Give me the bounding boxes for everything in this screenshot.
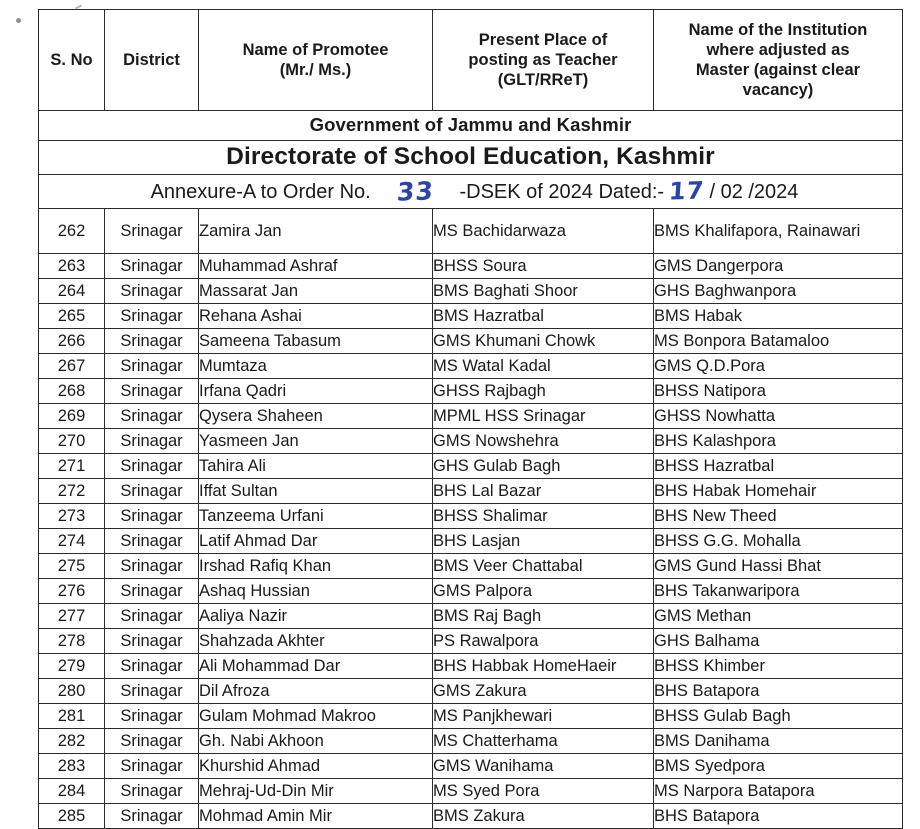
cell-adjusted-institution: BHS Habak Homehair [654, 479, 903, 504]
cell-promotee-name: Irfana Qadri [199, 379, 433, 404]
cell-adjusted-institution: BHS Batapora [654, 679, 903, 704]
cell-promotee-name: Irshad Rafiq Khan [199, 554, 433, 579]
cell-adjusted-institution: MS Narpora Batapora [654, 779, 903, 804]
cell-present-place: BHS Lasjan [433, 529, 654, 554]
annexure-suffix: / 02 /2024 [709, 180, 799, 203]
cell-district: Srinagar [105, 654, 199, 679]
cell-serial-number: 264 [39, 279, 105, 304]
table-row [39, 554, 903, 579]
cell-district: Srinagar [105, 604, 199, 629]
department-title: Directorate of School Education, Kashmir [39, 141, 903, 175]
cell-adjusted-institution: GMS Dangerpora [654, 254, 903, 279]
cell-serial-number: 262 [39, 209, 105, 254]
cell-serial-number: 274 [39, 529, 105, 554]
cell-present-place: BHSS Soura [433, 254, 654, 279]
column-header-place-line-2: posting as Teacher [468, 50, 618, 69]
cell-present-place: BHS Lal Bazar [433, 479, 654, 504]
cell-serial-number: 276 [39, 579, 105, 604]
cell-adjusted-institution: BHSS Hazratbal [654, 454, 903, 479]
table-row [39, 729, 903, 754]
column-header-place-line-3: (GLT/RReT) [497, 71, 589, 90]
table-row [39, 429, 903, 454]
table-row [39, 404, 903, 429]
header-row [39, 10, 903, 111]
cell-present-place: BHSS Shalimar [433, 504, 654, 529]
cell-district: Srinagar [105, 479, 199, 504]
cell-district: Srinagar [105, 629, 199, 654]
cell-present-place: PS Rawalpora [433, 629, 654, 654]
cell-district: Srinagar [105, 729, 199, 754]
scan-artifact-speck [16, 18, 21, 23]
cell-serial-number: 280 [39, 679, 105, 704]
cell-adjusted-institution: BHS Takanwaripora [654, 579, 903, 604]
cell-district: Srinagar [105, 554, 199, 579]
cell-serial-number: 284 [39, 779, 105, 804]
annexure-prefix: Annexure-A to Order No. [150, 180, 371, 203]
table-row [39, 304, 903, 329]
cell-adjusted-institution: BHSS G.G. Mohalla [654, 529, 903, 554]
cell-promotee-name: Latif Ahmad Dar [199, 529, 433, 554]
cell-adjusted-institution: GMS Methan [654, 604, 903, 629]
column-header-district [105, 10, 199, 111]
cell-district: Srinagar [105, 379, 199, 404]
cell-present-place: MS Syed Pora [433, 779, 654, 804]
column-header-place-line-1: Present Place of [478, 30, 608, 49]
cell-adjusted-institution: MS Bonpora Batamaloo [654, 329, 903, 354]
cell-adjusted-institution: GMS Q.D.Pora [654, 354, 903, 379]
cell-promotee-name: Dil Afroza [199, 679, 433, 704]
cell-promotee-name: Tanzeema Urfani [199, 504, 433, 529]
cell-adjusted-institution: GHS Baghwanpora [654, 279, 903, 304]
cell-promotee-name: Mumtaza [199, 354, 433, 379]
title-block [39, 111, 903, 209]
cell-district: Srinagar [105, 754, 199, 779]
cell-district: Srinagar [105, 454, 199, 479]
cell-serial-number: 265 [39, 304, 105, 329]
cell-promotee-name: Yasmeen Jan [199, 429, 433, 454]
cell-present-place: BMS Veer Chattabal [433, 554, 654, 579]
cell-promotee-name: Gh. Nabi Akhoon [199, 729, 433, 754]
cell-district: Srinagar [105, 404, 199, 429]
table-row [39, 679, 903, 704]
column-header-sno [39, 10, 105, 111]
cell-promotee-name: Gulam Mohmad Makroo [199, 704, 433, 729]
cell-serial-number: 279 [39, 654, 105, 679]
cell-serial-number: 282 [39, 729, 105, 754]
cell-present-place: GMS Nowshehra [433, 429, 654, 454]
table-body [39, 209, 903, 829]
cell-adjusted-institution: GMS Gund Hassi Bhat [654, 554, 903, 579]
cell-present-place: MS Panjkhewari [433, 704, 654, 729]
cell-promotee-name: Aaliya Nazir [199, 604, 433, 629]
cell-adjusted-institution: BHS New Theed [654, 504, 903, 529]
cell-district: Srinagar [105, 779, 199, 804]
column-header-place [433, 10, 654, 111]
cell-present-place: MPML HSS Srinagar [433, 404, 654, 429]
cell-district: Srinagar [105, 429, 199, 454]
cell-promotee-name: Shahzada Akhter [199, 629, 433, 654]
cell-serial-number: 285 [39, 804, 105, 829]
cell-adjusted-institution: BHSS Khimber [654, 654, 903, 679]
cell-adjusted-institution: BMS Khalifapora, Rainawari [654, 209, 903, 254]
cell-promotee-name: Muhammad Ashraf [199, 254, 433, 279]
cell-adjusted-institution: BHSS Natipora [654, 379, 903, 404]
cell-serial-number: 283 [39, 754, 105, 779]
cell-promotee-name: Sameena Tabasum [199, 329, 433, 354]
cell-district: Srinagar [105, 304, 199, 329]
cell-serial-number: 273 [39, 504, 105, 529]
cell-promotee-name: Rehana Ashai [199, 304, 433, 329]
annexure-middle: -DSEK of 2024 Dated:- [459, 180, 665, 203]
title-row-department [39, 141, 903, 175]
cell-district: Srinagar [105, 354, 199, 379]
cell-present-place: BMS Baghati Shoor [433, 279, 654, 304]
cell-promotee-name: Tahira Ali [199, 454, 433, 479]
cell-adjusted-institution: BMS Habak [654, 304, 903, 329]
cell-promotee-name: Qysera Shaheen [199, 404, 433, 429]
order-number-handwritten: 33 [395, 176, 435, 207]
cell-promotee-name: Mohmad Amin Mir [199, 804, 433, 829]
column-header-sno-line-1: S. No [50, 50, 93, 69]
cell-serial-number: 267 [39, 354, 105, 379]
column-header-institution-line-4: vacancy) [742, 81, 814, 100]
cell-district: Srinagar [105, 679, 199, 704]
table-row [39, 654, 903, 679]
cell-present-place: GHS Gulab Bagh [433, 454, 654, 479]
table-row [39, 354, 903, 379]
table-row [39, 754, 903, 779]
cell-promotee-name: Iffat Sultan [199, 479, 433, 504]
cell-promotee-name: Mehraj-Ud-Din Mir [199, 779, 433, 804]
cell-district: Srinagar [105, 504, 199, 529]
table-row [39, 254, 903, 279]
document-sheet [38, 9, 902, 829]
table-row [39, 329, 903, 354]
cell-serial-number: 277 [39, 604, 105, 629]
cell-serial-number: 272 [39, 479, 105, 504]
cell-serial-number: 269 [39, 404, 105, 429]
cell-present-place: GMS Khumani Chowk [433, 329, 654, 354]
column-header-name-line-1: Name of Promotee [242, 40, 389, 59]
table-row [39, 629, 903, 654]
government-line: Government of Jammu and Kashmir [39, 111, 903, 141]
cell-district: Srinagar [105, 329, 199, 354]
cell-adjusted-institution: GHSS Nowhatta [654, 404, 903, 429]
cell-present-place: BHS Habbak HomeHaeir [433, 654, 654, 679]
column-header-institution-line-3: Master (against clear [695, 61, 861, 79]
table-row [39, 279, 903, 304]
title-row-government [39, 111, 903, 141]
cell-district: Srinagar [105, 209, 199, 254]
cell-district: Srinagar [105, 579, 199, 604]
cell-present-place: GMS Palpora [433, 579, 654, 604]
cell-present-place: MS Bachidarwaza [433, 209, 654, 254]
column-header-institution-line-1: Name of the Institution [688, 20, 868, 39]
cell-promotee-name: Massarat Jan [199, 279, 433, 304]
cell-adjusted-institution: BHS Batapora [654, 804, 903, 829]
cell-serial-number: 266 [39, 329, 105, 354]
cell-adjusted-institution: BMS Danihama [654, 729, 903, 754]
column-header-name [199, 10, 433, 111]
cell-promotee-name: Khurshid Ahmad [199, 754, 433, 779]
table-row [39, 479, 903, 504]
cell-present-place: GMS Wanihama [433, 754, 654, 779]
cell-district: Srinagar [105, 529, 199, 554]
table-row [39, 579, 903, 604]
cell-present-place: MS Chatterhama [433, 729, 654, 754]
cell-adjusted-institution: GHS Balhama [654, 629, 903, 654]
table-row [39, 379, 903, 404]
cell-district: Srinagar [105, 704, 199, 729]
cell-serial-number: 270 [39, 429, 105, 454]
cell-serial-number: 271 [39, 454, 105, 479]
cell-adjusted-institution: BMS Syedpora [654, 754, 903, 779]
table-header [39, 10, 903, 111]
cell-present-place: GHSS Rajbagh [433, 379, 654, 404]
table-row [39, 604, 903, 629]
cell-serial-number: 268 [39, 379, 105, 404]
cell-promotee-name: Zamira Jan [199, 209, 433, 254]
cell-district: Srinagar [105, 804, 199, 829]
table-row [39, 804, 903, 829]
cell-present-place: BMS Raj Bagh [433, 604, 654, 629]
cell-district: Srinagar [105, 279, 199, 304]
table-row [39, 454, 903, 479]
cell-present-place: BMS Zakura [433, 804, 654, 829]
title-row-annexure [39, 175, 903, 209]
table-row [39, 704, 903, 729]
cell-adjusted-institution: BHSS Gulab Bagh [654, 704, 903, 729]
table-row [39, 209, 903, 254]
column-header-institution-line-2: where adjusted as [706, 40, 850, 59]
cell-present-place: GMS Zakura [433, 679, 654, 704]
cell-promotee-name: Ali Mohammad Dar [199, 654, 433, 679]
annexure-cell [39, 175, 903, 209]
cell-adjusted-institution: BHS Kalashpora [654, 429, 903, 454]
cell-serial-number: 263 [39, 254, 105, 279]
cell-present-place: BMS Hazratbal [433, 304, 654, 329]
cell-serial-number: 275 [39, 554, 105, 579]
column-header-name-line-2: (Mr./ Ms.) [279, 61, 352, 79]
cell-present-place: MS Watal Kadal [433, 354, 654, 379]
cell-promotee-name: Ashaq Hussian [199, 579, 433, 604]
table-row [39, 779, 903, 804]
annexure-table [38, 9, 903, 829]
cell-district: Srinagar [105, 254, 199, 279]
table-row [39, 529, 903, 554]
cell-serial-number: 281 [39, 704, 105, 729]
column-header-district-line-1: District [123, 50, 180, 69]
cell-serial-number: 278 [39, 629, 105, 654]
table-row [39, 504, 903, 529]
order-date-day-handwritten: 17 [668, 176, 706, 206]
column-header-institution [654, 10, 903, 111]
